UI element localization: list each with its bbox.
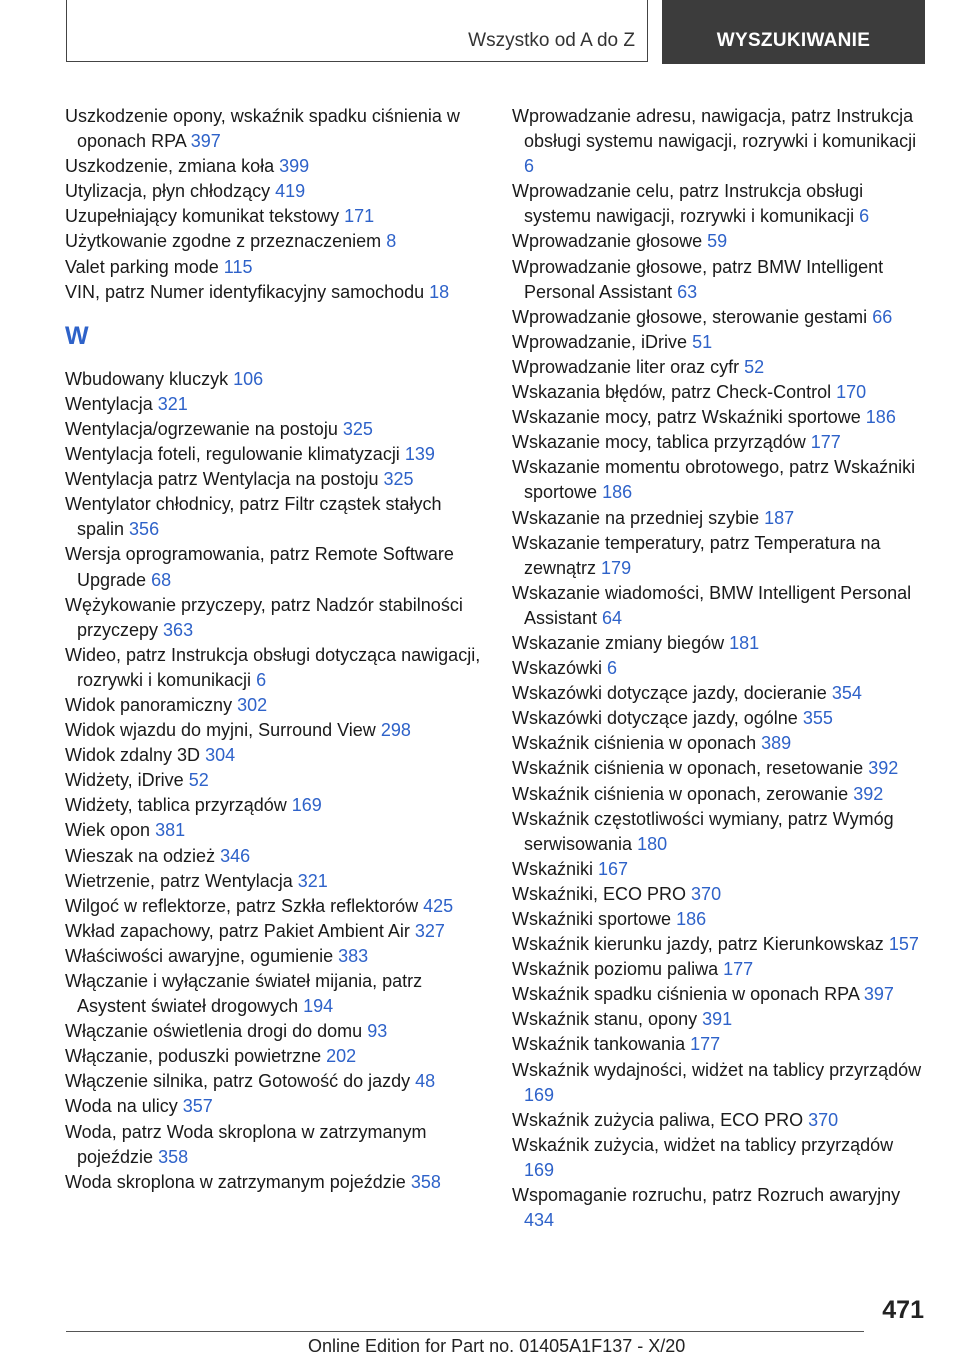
index-page-link[interactable]: 321 [157,393,188,414]
index-entry [65,1170,485,1195]
index-entry-text: Wskaźnik kierunku jazdy, patrz Kierunkowskaz [512,934,884,955]
index-entry-text: Wskaźnik częstotliwości wymiany, patrz Wymóg serwisowania [512,808,894,854]
index-page-link[interactable]: 354 [831,683,862,704]
index-entry [65,204,485,229]
index-entry-text: Wbudowany kluczyk [65,368,229,389]
index-page-link[interactable]: 177 [690,1034,721,1055]
index-entry-text: Wskazanie na przedniej szybie [512,507,760,528]
index-page-link[interactable]: 358 [410,1171,441,1192]
index-entry-text: Wskaźnik wydajności, widżet na tablicy przyrządów [512,1059,922,1080]
index-entry [512,380,924,405]
index-entry [65,944,485,969]
index-entry-text: Wentylacja/ogrzewanie na postoju [65,418,338,439]
index-page-link[interactable]: 302 [237,694,268,715]
index-page-link[interactable]: 181 [729,632,760,653]
index-entry-text: Wprowadzanie głosowe [512,231,703,252]
index-entry-text: Wskazania błędów, patrz Check-Control [512,382,832,403]
index-page-link[interactable]: 66 [872,306,893,327]
index-entry [512,1133,924,1183]
index-page-link[interactable]: 370 [691,883,722,904]
index-entry-text: Widżety, tablica przyrządów [65,795,287,816]
index-page-link[interactable]: 6 [607,658,618,679]
index-entry-text: Woda skroplona w zatrzymanym pojeździe [65,1171,406,1192]
index-entry [512,756,924,781]
index-entry [65,894,485,919]
index-entry-text: Wskaźniki [512,858,594,879]
index-entry [512,932,924,957]
index-page-link[interactable]: 186 [676,909,707,929]
index-entry-text: Wersja oprogramowania, patrz Remote Software Upgrade [65,544,454,590]
index-page-link[interactable]: 169 [524,1159,555,1180]
index-entry [65,492,485,542]
index-entry [65,104,485,154]
index-page-link[interactable]: 419 [275,181,306,202]
index-entry-text: Widok wjazdu do myjni, Surround View [65,720,376,741]
index-entry-text: Wprowadzanie liter oraz cyfr [512,356,740,377]
index-entry-text: Wskazówki dotyczące jazdy, ogólne [512,708,798,729]
index-entry [512,882,924,907]
index-page-link[interactable]: 169 [524,1084,555,1105]
index-page-link[interactable]: 304 [205,745,236,766]
index-entry [65,844,485,869]
index-page-link[interactable]: 202 [326,1046,357,1067]
index-entry-text: Wskaźnik poziomu paliwa [512,959,719,980]
index-page-link[interactable]: 434 [524,1210,555,1231]
index-entry-text: Wskazanie momentu obrotowego, patrz Wskaźniki sportowe [512,457,916,503]
index-entry [512,229,924,254]
index-page-link[interactable]: 355 [802,708,833,729]
index-entry-text: Wskazanie wiadomości, BMW Intelligent Personal Assistant [512,582,912,628]
index-page-link[interactable]: 325 [342,418,373,439]
index-entry-text: Widżety, iDrive [65,770,184,791]
index-page-link[interactable]: 139 [404,444,435,465]
index-entry [65,1069,485,1094]
index-entry [65,442,485,467]
index-page-link[interactable]: 321 [297,870,328,891]
index-entry [512,1108,924,1133]
index-entry [512,104,924,179]
index-entry-text: Wentylacja [65,393,153,414]
index-page-link[interactable]: 63 [677,281,698,302]
index-entry [65,229,485,254]
index-entry [512,957,924,982]
index-entry-text: Wkład zapachowy, patrz Pakiet Ambient Air [65,920,410,941]
index-page-link[interactable]: 52 [188,770,209,791]
page-header [66,0,925,64]
index-entry-text: Wskaźnik zużycia, widżet na tablicy przyrządów [512,1134,894,1155]
search-tab-label: WYSZUKIWANIE [716,30,871,51]
index-entry-text: Wskazówki dotyczące jazdy, docieranie [512,683,827,704]
index-entry [512,255,924,305]
index-page-link[interactable]: 157 [888,934,919,955]
index-entry-text: Wskaźnik ciśnienia w oponach, zerowanie [512,783,849,804]
index-entry-text: Wskazanie mocy, tablica przyrządów [512,432,806,453]
index-entry [512,506,924,531]
index-entry-text: Wskaźnik spadku ciśnienia w oponach RPA [512,984,859,1005]
index-entry [512,531,924,581]
index-entry [512,1183,924,1233]
index-page-link[interactable]: 370 [808,1109,839,1130]
index-entry [65,593,485,643]
index-entry [65,280,485,305]
index-entry [65,969,485,1019]
index-entry-text: Wiek opon [65,820,151,841]
index-page-link[interactable]: 187 [764,507,795,528]
index-entry [65,467,485,492]
index-entry [512,179,924,229]
index-entry-text: Woda na ulicy [65,1096,178,1117]
index-page-link[interactable]: 391 [702,1009,733,1030]
index-entry [65,367,485,392]
index-page-link[interactable]: 357 [182,1096,213,1117]
index-letter-heading: W [65,321,89,350]
index-entry [65,1044,485,1069]
index-entry-text: Wilgoć w reflektorze, patrz Szkła reflektorów [65,895,419,916]
index-entry-text: Widok zdalny 3D [65,745,201,766]
index-entry [512,455,924,505]
index-page-link[interactable]: 389 [761,733,792,754]
index-page-link[interactable]: 52 [744,356,765,377]
index-entry-text: Wspomaganie rozruchu, patrz Rozruch awaryjny [512,1185,901,1206]
index-entry [65,255,485,280]
index-page-link[interactable]: 64 [602,607,623,628]
index-entry-text: Użytkowanie zgodne z przeznaczeniem [65,231,382,252]
index-entry [512,1032,924,1057]
index-entry [65,693,485,718]
index-column-right [512,104,924,1233]
index-entry-text: Włączanie, poduszki powietrzne [65,1046,322,1067]
index-page-link[interactable]: 186 [865,407,896,428]
section-tab[interactable] [66,0,648,62]
index-entry [512,681,924,706]
index-page-link[interactable]: 346 [220,845,251,866]
index-entry [65,793,485,818]
index-entry [512,782,924,807]
index-entry [512,807,924,857]
index-entry-text: Wprowadzanie adresu, nawigacja, patrz Instrukcja obsługi systemu nawigacji, rozrywki i komunikacji [512,106,917,152]
index-entry [65,818,485,843]
index-entry-text: Włączanie i wyłączanie świateł mijania, patrz Asystent świateł drogowych [65,971,423,1017]
index-entry [65,1094,485,1119]
index-entry [65,1019,485,1044]
index-entry-text: Wietrzenie, patrz Wentylacja [65,870,293,891]
index-entry [512,1007,924,1032]
index-page-link[interactable]: 171 [344,206,375,227]
index-page-link[interactable]: 356 [129,519,160,540]
index-entry-text: Wentylacja patrz Wentylacja na postoju [65,469,379,490]
index-page-link[interactable]: 177 [723,959,754,980]
index-page-link[interactable]: 397 [190,131,221,152]
index-entry-text: Wskazanie zmiany biegów [512,632,725,653]
page-number: 471 [882,1296,924,1324]
index-entry-text: Wprowadzanie głosowe, sterowanie gestami [512,306,868,327]
index-entry [512,706,924,731]
index-page-link[interactable]: 167 [598,858,629,879]
index-page-link[interactable]: 392 [853,783,884,804]
index-entry-text: Woda, patrz Woda skroplona w zatrzymanym pojeździe [65,1121,427,1167]
index-entry [512,430,924,455]
index-entry-text: Uszkodzenie, zmiana koła [65,156,275,177]
index-entry-text: Włączenie silnika, patrz Gotowość do jazdy [65,1071,411,1092]
index-entry-text: VIN, patrz Numer identyfikacyjny samochodu [65,281,425,302]
index-entry [512,405,924,430]
index-entry-text: Valet parking mode [65,256,219,277]
index-page-link[interactable]: 179 [601,557,632,578]
index-entry-text: Uszkodzenie opony, wskaźnik spadku ciśnienia w oponach RPA [65,106,460,152]
index-entry-text: Wprowadzanie, iDrive [512,331,688,352]
index-entry [512,857,924,882]
index-entry-text: Właściwości awaryjne, ogumienie [65,945,334,966]
index-entry [65,869,485,894]
index-entry-text: Wprowadzanie głosowe, patrz BMW Intelligent Personal Assistant [512,256,884,302]
index-entry-text: Wskazanie temperatury, patrz Temperatura na zewnątrz [512,532,881,578]
index-entry [512,907,924,932]
index-page-link[interactable]: 106 [233,368,264,389]
index-entry [65,542,485,592]
index-page-link[interactable]: 170 [836,382,867,403]
index-entry-text: Wskaźnik stanu, opony [512,1009,698,1030]
index-entry [512,982,924,1007]
index-entry-text: Wprowadzanie celu, patrz Instrukcja obsługi systemu nawigacji, rozrywki i komunikacji [512,181,864,227]
index-entry-text: Wskazanie mocy, patrz Wskaźniki sportowe [512,407,861,428]
index-entry [512,581,924,631]
index-page-link[interactable]: 392 [868,758,899,779]
index-entry [65,179,485,204]
index-entry-text: Wideo, patrz Instrukcja obsługi dotycząca nawigacji, rozrywki i komunikacji [65,644,481,690]
index-page-link[interactable]: 383 [338,945,369,966]
index-entry-text: Wskaźnik tankowania [512,1034,686,1055]
index-entry [512,631,924,656]
index-page-link[interactable]: 93 [367,1021,388,1042]
index-entry-text: Wskaźniki, ECO PRO [512,883,687,904]
index-entry [65,718,485,743]
index-entry-text: Wężykowanie przyczepy, patrz Nadzór stabilności przyczepy [65,594,463,640]
index-page-link[interactable]: 8 [386,231,397,252]
index-entry [512,355,924,380]
footer-edition: Online Edition for Part no. 01405A1F137 - X/20 [308,1336,686,1356]
index-entry [512,305,924,330]
index-page-link[interactable]: 68 [151,569,172,590]
index-entry-text: Wskazówki [512,658,603,679]
index-entry-text: Wskaźniki sportowe [512,909,672,929]
index-page-link[interactable]: 363 [163,619,194,640]
index-entry [65,743,485,768]
index-entry-text: Uzupełniający komunikat tekstowy [65,206,340,227]
index-entry [65,643,485,693]
footer-divider [66,1331,864,1332]
index-entry-text: Wskaźnik ciśnienia w oponach, resetowanie [512,758,864,779]
index-entry [512,330,924,355]
index-page-link[interactable]: 180 [637,833,668,854]
index-entry [65,768,485,793]
index-page-link[interactable]: 325 [383,469,414,490]
section-tab-label: Wszystko od A do Z [468,30,635,51]
index-entry [65,392,485,417]
index-page-link[interactable]: 6 [859,206,870,227]
index-page-link[interactable]: 399 [279,156,310,177]
index-page-link[interactable]: 327 [414,920,445,941]
index-page-link[interactable]: 6 [524,156,535,177]
index-page-link[interactable]: 115 [223,256,253,277]
index-entry [512,731,924,756]
index-page-link[interactable]: 381 [155,820,186,841]
index-entry-text: Wskaźnik zużycia paliwa, ECO PRO [512,1109,804,1130]
search-tab[interactable] [662,0,925,64]
index-page-link[interactable]: 358 [158,1146,189,1167]
index-page-link[interactable]: 59 [707,231,728,252]
index-page-link[interactable]: 177 [810,432,841,453]
index-page-link[interactable]: 169 [291,795,322,816]
index-page-link[interactable]: 186 [602,482,633,503]
index-column-left [65,104,485,1195]
index-page-link[interactable]: 18 [429,281,450,302]
index-entry [65,154,485,179]
index-page-link[interactable]: 6 [256,669,267,690]
index-entry-text: Wskaźnik ciśnienia w oponach [512,733,757,754]
index-entry-text: Wentylator chłodnicy, patrz Filtr cząstek stałych spalin [65,494,442,540]
index-entry-text: Utylizacja, płyn chłodzący [65,181,271,202]
index-page-link[interactable]: 194 [303,996,334,1017]
index-entry-text: Wieszak na odzież [65,845,216,866]
index-page-link[interactable]: 51 [692,331,713,352]
index-entry-text: Włączanie oświetlenia drogi do domu [65,1021,363,1042]
index-page-link[interactable]: 397 [863,984,894,1005]
index-entry [65,919,485,944]
index-page-link[interactable]: 425 [423,895,454,916]
index-page-link[interactable]: 48 [415,1071,436,1092]
index-entry-text: Widok panoramiczny [65,694,233,715]
index-entry [512,1058,924,1108]
index-entry [65,1120,485,1170]
index-entry [512,656,924,681]
index-entry [65,417,485,442]
index-entry-text: Wentylacja foteli, regulowanie klimatyzacji [65,444,400,465]
index-page-link[interactable]: 298 [380,720,411,741]
